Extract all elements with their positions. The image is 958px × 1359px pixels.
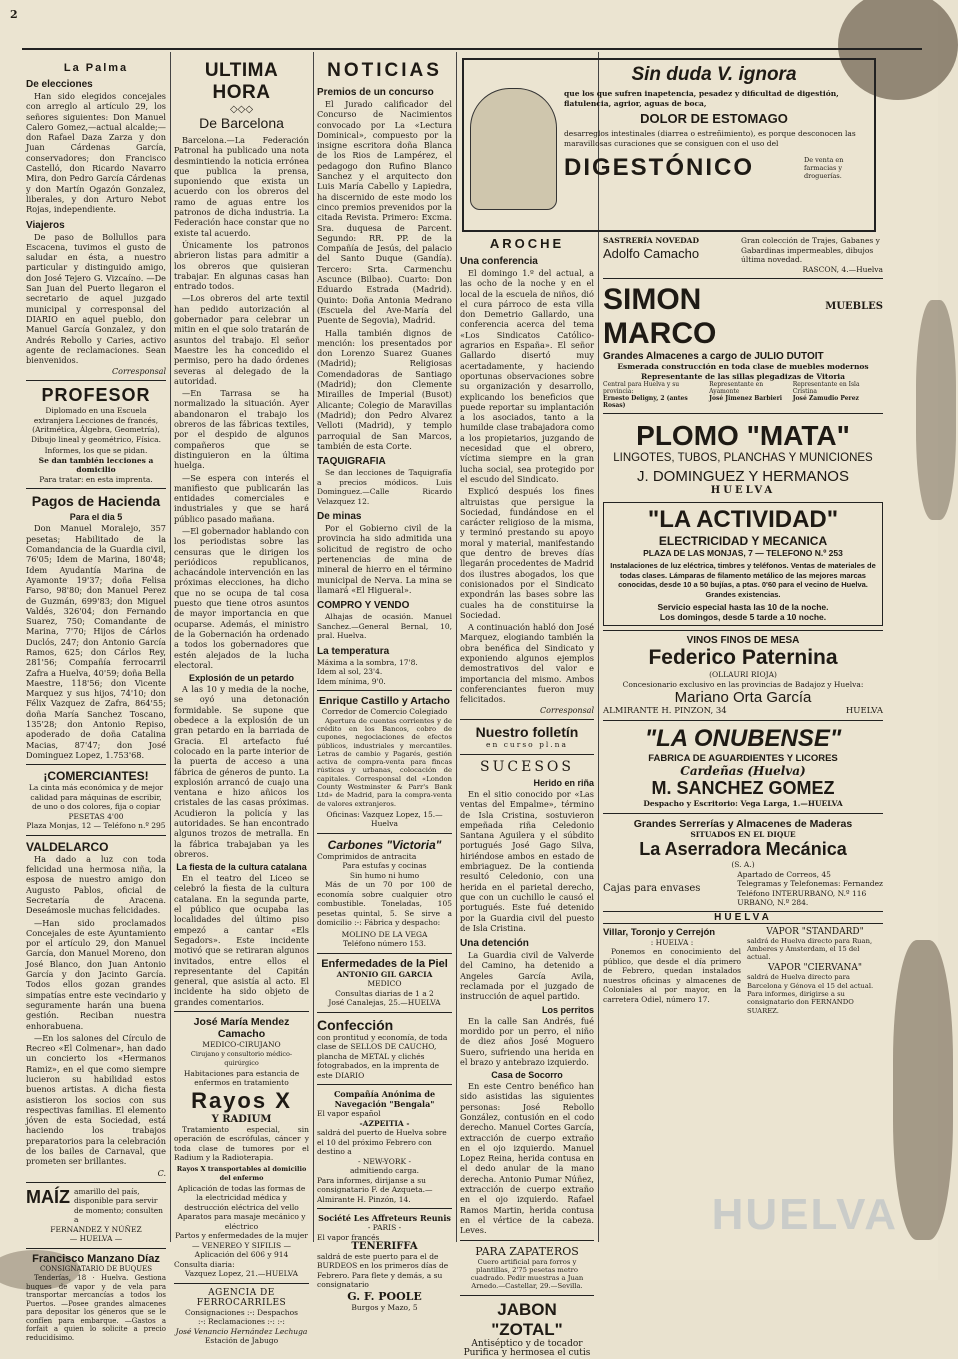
ad-text: Tenderías, 18 · Huelva. Gestiona buques de vapor y de vela para transportar mercancías a todos los Puertos. —Posee grandes almacenes para depositar los géneros que se le confíen para embarque. —Gastos a forfait a quien lo solicite a precio reducidísimo.: [26, 1274, 166, 1342]
ad-title: ¡COMERCIANTES!: [43, 769, 149, 784]
ad-text: Se dan también lecciones a domicilio: [38, 455, 154, 475]
ad-address: PLAZA DE LAS MONJAS, 7 — TELEFONO N.º 253: [643, 548, 843, 558]
ad-address: ALMIRANTE H. PINZON, 34: [603, 706, 727, 716]
ad-address: Oficinas: Vazquez Lopez, 15.—Huelva: [326, 809, 443, 829]
ad-text: Esmerada construcción en toda clase de muebles modernos: [617, 362, 869, 371]
ad-text: Antiséptico y de tocador: [471, 1338, 583, 1349]
ad-text: desarreglos intestinales (diarrea o estreñimiento), es porque desconocen las maravillosas curaciones que se consiguen con el uso del: [564, 129, 856, 148]
article-text: —En los salones del Círculo de Recreo «El Colmenar», han dado un concierto los «Hermanos Ramiz», en el que como siempre lucieron su habilidad estos buenos artistas. A dicha fiesta asistieron los socios con sus respectivas familias. El elemento jóven de esta Sociedad, está haciendo los trabajos preparatorios para la celebración de los bailes de Carnaval, que prometen ser brillantes.: [26, 1032, 166, 1167]
ad-place: Cardeñas (Huelva): [680, 764, 806, 778]
ad-title: Société Les Affreteurs Reunis: [318, 1213, 451, 1224]
top-rule: [22, 48, 922, 50]
ad-brand: La Aserradora Mecánica: [639, 839, 847, 859]
article-text: Halla también dignos de mención: los presentados por don Lorenzo Suarez Guanes (Madrid); Religiosas Comendadoras de Santiago (Madrid); don Clemente Mirailles de Imperial (Busot) Alicante; Colegio de Maravillas (Madrid); don Pedro Alvarez Velloti (Madrid), y templo parroquial de San Marcos, también de esta Corte.: [317, 327, 452, 451]
section-heading: COMPRO Y VENDO: [317, 600, 410, 612]
article-text: Se dan lecciones de Taquigrafía a precios módicos. Luis Dominguez.—Calle Ricardo Velazquez 12.: [317, 468, 452, 506]
column-2: [174, 52, 309, 1346]
article-text: —Se espera con interés el manifiesto que publicarán las entidades comerciales e industriales y que se hará público pasado mañana.: [174, 472, 309, 524]
article-text: Máxima a la sombra, 17'8.: [317, 657, 418, 667]
section-subheading: Para el dia 5: [69, 512, 123, 523]
ad-text: admitiendo carga.: [349, 1166, 420, 1176]
divider: [603, 278, 883, 279]
ad-subtitle: VINOS FINOS DE MESA: [686, 635, 800, 646]
ad-text: saldrá de Huelva directo para Barcelona y Génova el 15 del actual. Para informes, dirigirse a su consignatario don FERNANDO SUAREZ.: [747, 973, 874, 1015]
ad-title: Rayos X: [191, 1087, 292, 1113]
simon-row: [603, 283, 883, 351]
ad-subtitle: MUEBLES: [825, 301, 883, 312]
ad-text: que los que sufren inapetencia, pesadez y dificultad de digestión, flatulencia, agrior, aguas de boca,: [564, 89, 839, 108]
section-heading: La temperatura: [317, 645, 390, 657]
ad-address: Despacho y Escritorio: Vega Larga, 1.—HUELVA: [643, 799, 843, 808]
ad-title: José María Mendez Camacho: [193, 1016, 290, 1041]
ad-phone: Teléfono número 153.: [342, 939, 427, 949]
article-text: —Los obreros del arte textil han pedido autorización al gobernador para celebrar un mitin en el que solo tratarán de asuntos del trabajo. El señor Maestre les ha concedido el permiso, pero ha dado órdenes severas al delegado de la autoridad.: [174, 293, 309, 386]
ad-text: Consulta diaria:: [174, 1259, 235, 1269]
ad-subtitle: ELECTRICIDAD Y MECANICA: [658, 534, 828, 548]
vinos-address-row: [603, 706, 883, 716]
article-text: Únicamente los patronos abrieron listas para admitir a los obreros que quisieran trabajar. En algunas casas han entrado todos.: [174, 239, 309, 292]
section-heading: Premios de un concurso: [317, 87, 434, 98]
article-text: —Han sido proclamados Concejales de este Ayuntamiento por el artículo 29, don Manuel García, don Manuel Moreno, don José Blanco, don Juan Antonio García y don Jacinto García. Todos ellos gozan grandes simpatías entre este vecindario y seguramente harán una buena gestión. Reciban nuestra enhorabuena.: [26, 917, 166, 1031]
bottom-ads-row: [603, 927, 883, 1015]
ad-text: Aplicación de todas las formas de la electricidad médica y destrucción eléctrica del vello: [177, 1183, 306, 1212]
ad-subtitle: Grandes Almacenes a cargo de JULIO DUTOIT: [603, 351, 824, 362]
section-title: ULTIMA HORA: [204, 60, 279, 103]
sastreria-ad: [603, 236, 883, 274]
section-heading: De minas: [317, 511, 362, 523]
ad-text: La cinta más económica y de mejor calidad para máquinas de escribir, de uno o dos colores, fija o copiar: [28, 783, 164, 812]
ad-text: Rayos X transportables al domicilio del enfermo: [176, 1164, 307, 1183]
column-1: [26, 52, 166, 1344]
ad-subtitle: MEDICO: [367, 979, 402, 989]
divider: [317, 953, 452, 954]
ad-title: Grandes Serrerías y Almacenes de Maderas: [633, 817, 853, 830]
ad-city: HUELVA: [845, 706, 883, 716]
ad-title: Federico Paternina: [648, 646, 838, 669]
divider: [317, 690, 452, 691]
ad-title: Enfermedades de la Piel: [321, 957, 448, 970]
rep-name: José Zamudio Perez: [792, 395, 859, 402]
ad-agent: G. F. POOLE: [347, 1289, 422, 1303]
ad-subtitle: CONSIGNATARIO DE BUQUES: [39, 1264, 153, 1273]
ad-place: (OLLAURI RIOJA): [709, 670, 777, 679]
section-title: NOTICIAS: [327, 60, 442, 81]
divider: [317, 1084, 452, 1085]
ad-text: Partos y enfermedades de la mujer: [175, 1231, 308, 1241]
ad-text: :-: Reclamaciones :-: :-:: [198, 1317, 285, 1327]
column-divider: [313, 52, 314, 1242]
archive-watermark: HUELVA: [711, 1190, 898, 1239]
article-text: Han sido elegidos concejales con arreglo al artículo 29, los señores siguientes: Don Manuel Calero Gomez,—actual alcalde;—don Rafael Daza Zarza y don Juan Cárdenas García, conservadores; don Francisco Castelló, don Ricardo Navarro Mira, don Pedro García Cárdenas y don Martín Ogazón Gonzalez, liberales, y don Arturo Nebot Rojas, independiente.: [26, 91, 166, 215]
article-text: Explicó después los fines altruistas que persigue la Sociedad, fundándose en el carácter religioso de la misma, y terminó prestando su apoyo moral y material, manifestando que dentro de breves días llegarán procedentes de Madrid dos ilustres abogados, los que conisionados por el Sindicato expondrán las bases sobre las cuales ha de constituirse la Sociedad.: [460, 486, 594, 620]
section-banner: HUELVA: [603, 911, 883, 924]
article-text: La Guardia civil de Valverde del Camino, ha detenido a Angeles García Avila, reclamada por el juzgado de instrucción de aquel partido.: [460, 950, 594, 1002]
ad-firm: J. DOMINGUEZ Y HERMANOS: [637, 468, 849, 485]
rep-name: José Jimenez Barbieri: [709, 395, 783, 402]
digestonico-copy: [564, 64, 864, 182]
ad-text: El vapor francés: [317, 1232, 380, 1242]
ad-subtitle: SITUADOS EN EL DIQUE: [690, 829, 796, 839]
ad-text: saldrá de Huelva directo para Ruan, Amberes y Amsterdam, el 15 del actual.: [747, 936, 873, 962]
divider: [603, 813, 883, 814]
ad-text: Los domingos, desde 5 tarde a 10 noche.: [659, 612, 827, 622]
ad-title: VAPOR "STANDARD": [766, 926, 864, 937]
ad-address: RASCON, 4.—Huelva: [802, 264, 883, 274]
ad-title: PLOMO "MATA": [636, 420, 850, 451]
article-text: En el sitio conocido por «Las ventas del Empalme», término de Isla Cristina, sostuvieron empeñada riña Celedonio Santana Aguilera y el súbdito portugués José Gago Silva, hiriéndose ambos en estado de embriaguez. De la contienda resultó Celedonio, con una herida en el parietal derecho, que con un cuchillo le causó el portugués. Este fué detenido por la Guardia civil del puesto de Isla Cristina.: [460, 788, 594, 933]
ad-subtitle: Corredor de Comercio Colegiado: [321, 707, 448, 717]
ad-address: MOLINO DE LA VEGA: [341, 929, 428, 939]
article-text: Idem mínima, 9'0.: [317, 676, 386, 686]
ad-text: saldrá del puerto de Huelva sobre el 10 del próximo Febrero con destino a: [317, 1128, 447, 1157]
ad-price: PESETAS 4'00: [68, 811, 124, 821]
ad-title: AGENCIA DE FERROCARRILES: [196, 1287, 287, 1308]
rep-label: Representante en Ayamonte: [709, 381, 764, 395]
article-text: El domingo 1.º del actual, a las ocho de la noche y en el local de la escuela de niños, dió el cura párroco de esta villa don Demetrio Gallardo, una conferencia acerca del tema «Los Sindicatos Católico-agrarios en España». El señor Gallardo disertó muy acertadamente, y haciendo oportunas observaciones sobre su organización y desarrollo, explicando los beneficios que puede reportar su implantación a los asociados, tanto a la humilde clase trabajadora como a los propietarios, juzgando de necesidad que el obrero, víctima siempre en la gran lucha social, sea protegido por el escudo del Sindicato.: [460, 268, 594, 484]
ink-stain: [916, 300, 956, 520]
section-title: AROCHE: [489, 236, 565, 251]
article-text: Por el Gobierno civil de la provincia ha sido admitida una solicitud de registro de ocho pertenencias de mina de mineral de hierro en el término municipal de Nerva. La mina se llamará «El Higueral».: [317, 523, 452, 595]
article-text: Barcelona.—La Federación Patronal ha publicado una nota desmintiendo la noticia errónea que publica la prensa, suponiendo que exista un acuerdo con los obreros del ramo de aguas entre los patronos de dicha industria. La Federación hace constar que no existe tal acuerdo.: [174, 135, 309, 238]
article-text: —En Tarrasa se ha normalizado la situación. Ayer abandonaron el trabajo los obreros de las fábricas textiles, por el despido de algunos compañeros que se distinguieron en la última huelga.: [174, 388, 309, 471]
divider: [317, 833, 452, 834]
divider: [26, 1182, 166, 1183]
ad-destination: - NEW-YORK -: [357, 1156, 412, 1166]
divider: [26, 835, 166, 836]
section-heading: Viajeros: [26, 219, 65, 231]
article-text: De paso de Bollullos para Escacena, tuvimos el gusto de saludar en ésta, a nuestro particular y distinguido amigo, don José Tejero G. Vizcaíno. —De San Juan del Puerto llegaron el secretario de aquel juzgado municipal y corresponsal del DIARIO en aquel pueblo, don Manuel García Gonzalez, y don Andrés Rebollo y Caries, activo agente de reclamaciones. Sean bienvenidos.: [26, 231, 166, 366]
article-text: Don Manuel Moralejo, 357 pesetas; Habilitado de la Comandancia de la Guardia civil, 76'05; Idem de Marina, 180'48; Idem Ayudantía Marina de Ayamonte 19'37; doña Felisa Farso, 98'80; don Manuel Perez de Guzmán, 699'83; don Miguel Valdés, 326'04; don Fernando Suarez, 750; Comandante de Marina, 7'70; Hijos de Cárlos Duclós, 247; don Antonio García Ramos, 625; don Cárlos Rey, 281'56; Compañía ferrocarril Zafra a Huelva, 40'59; doña Bella Maestre, 118'56; don Vicente Marquez y sus hijos, 74'10; don Félix Vazquez de Zafra, 864'55; doña María Sanchez Toscano, 135'28; don Antonio Repiso, apoderado de doña Catalina Macias, 87'47; don José Dominguez Lopez, 1.753'68.: [26, 523, 166, 760]
ad-subtitle: LINGOTES, TUBOS, PLANCHAS Y MUNICIONES: [613, 452, 873, 464]
ad-text: Tratamiento especial, sin operación de escrófulas, cáncer y toda clase de tumores por el Radium y la Radioterapia.: [174, 1124, 309, 1163]
section-subtitle: en curso pl.na: [486, 740, 568, 750]
ad-text: Comprimidos de antracita: [317, 851, 417, 861]
ad-text: Más de un 70 por 100 de economía sobre cualquier otro combustible. Toneladas, 105 pesetas quintal, 5. Se sirve a domicilio :-: Fábrica y despacho:: [317, 880, 452, 928]
ad-text: Cuero artificial para forros y plantillas, 2'75 pesetas metro cuadrado. Pedir muestras a Juan Arnedo.—Castellar, 29.—Sevilla.: [470, 1257, 584, 1291]
article-text: El Jurado calificador del Concurso de Nacimientos convocado por La «Lectura Dominical», compuesto por la insigne escritora doña Blanca de los Rios de Lampérez, el pedagogo don Rufino Blanco Sanchez y el arquitecto don Luis María Cabello y Lapiedra, ha discernido de este modo los cinco premios prevenidos por la citada Revista. Primero: Excma. Sra. duquesa de Parcent. Segundo: RR. PP. de la Compañía de Jesús, del palacio del Santo Duque (Gandía). Tercero: Srta. Carmenchu Ascunce (Bilbao). Cuarto: Don Eduardo Estrada (Madrid). Quinto: Doña Antonia Medrano (Escuela del Ave-María del Puente de Segovia), Madrid.: [317, 99, 452, 326]
rep-name: Ernesto Deligny, 2 (antes Rosas): [603, 395, 688, 409]
article-text: Ha dado a luz con toda felicidad una hermosa niña, la esposa de nuestro amigo don Augusto Pablos, oficial de Secretaría de Aracena. Deseámosle muchas felicidades.: [26, 853, 166, 916]
ad-ship: -AZPEITIA -: [359, 1118, 410, 1128]
ad-text: Gran colección de Trajes, Gabanes y Gabardinas impermeables, dibujos última novedad.: [741, 236, 880, 264]
ad-title: Francisco Manzano Díaz: [32, 1252, 160, 1265]
divider: [26, 1248, 166, 1249]
ad-title: Villar, Toronjo y Cerrejón: [603, 926, 716, 938]
ad-text: Ponemos en conocimiento del público, que desde el día primero de Febrero, quedan instalados nuestros oficinas y almacenes de Coloniales al por mayor, en la carretera Odiel, número 17.: [603, 947, 741, 1004]
ad-title: PROFESOR: [41, 385, 151, 406]
section-subheading: La fiesta de la cultura catalana: [176, 862, 307, 873]
ad-subtitle: SASTRERÍA NOVEDAD: [603, 236, 699, 245]
ad-text: — VENEREO Y SIFILIS —: [191, 1240, 292, 1250]
ad-agent: Mariano Orta García: [674, 689, 812, 706]
ad-text: Cajas para envases: [603, 883, 701, 894]
ad-text: Telegramas y Telefonemas: Fernandez: [737, 879, 883, 888]
ad-subtitle: FABRICA DE AGUARDIENTES Y LICORES: [648, 753, 838, 764]
byline: Corresponsal: [112, 367, 166, 377]
ad-address: Estación de Jabugo: [204, 1336, 279, 1346]
article-text: A las 10 y media de la noche, se oyó una detonación formidable. Se supone que obedece a la explosión de un gran petardo en la barriada de Gracia. El artefacto fué colocado en la parte interior de la puerta de acceso a una fábrica de géneros de punto. La explosión arrancó de cuajo una ventana e hizo añicos los cristales de las casas próximas. Acudieron la policía y las autoridades. Se han encontrado algunos trozos de metralla. En la fábrica trabajaban ya les obreros.: [174, 684, 309, 859]
section-title: VALDELARCO: [26, 839, 109, 854]
ad-text: Consignaciones :-: Despachos: [185, 1307, 298, 1317]
ad-text: De venta en farmacias y droguerías.: [804, 156, 844, 180]
divider: [317, 1208, 452, 1209]
column-5: [603, 236, 883, 1015]
ad-title: Compañía Anónima de Navegación "Bengala": [333, 1089, 436, 1110]
ad-phone: URBANO, N.º 284.: [737, 898, 809, 907]
column-divider: [456, 52, 457, 1242]
divider: [603, 413, 883, 414]
section-title: La Palma: [63, 62, 129, 74]
section-heading: Una detención: [460, 938, 529, 950]
column-3: [317, 52, 452, 1312]
divider: [26, 488, 166, 489]
ad-address: Plaza Monjas, 12 — Teléfono n.º 295: [26, 821, 166, 831]
ad-text: Aplicación del 606 y 914: [194, 1250, 289, 1260]
ad-text: Cirujano y consultorio médico-quirúrgico: [190, 1049, 293, 1068]
divider: [460, 754, 594, 755]
ad-city: HUELVA: [710, 485, 776, 496]
ad-title: SIMON MARCO: [603, 283, 717, 350]
ad-title: PARA ZAPATEROS: [475, 1244, 579, 1258]
ad-city: — HUELVA —: [69, 1234, 123, 1244]
figure-illustration: [470, 88, 557, 210]
section-subheading: De Barcelona: [199, 115, 284, 131]
ad-name: José Venancio Hernández Lechuga: [175, 1326, 308, 1336]
ad-text: Consultas diarias de 1 a 2: [335, 988, 434, 998]
maiz-ad: [26, 1187, 166, 1225]
ad-text: Diplomado en una Escuela extranjera Lecciones de francés, (Aritmética, Álgebra, Geometría), Dibujo lineal y geométrico, Física.: [31, 406, 161, 444]
article-text: En la calle San Andrés, fué mordido por un perro, el niño de diez años José Moguero Suero, sufriendo una herida en el brazo y antebrazo izquierdo.: [460, 1015, 594, 1067]
ad-text: Habitaciones para estancia de enfermos en tratamiento: [183, 1068, 300, 1088]
ad-headline: Sin duda V. ignora: [631, 64, 797, 85]
section-heading: De elecciones: [26, 79, 93, 90]
section-title: SUCESOS: [480, 758, 574, 775]
ad-name: ANTONIO GIL GARCIA: [336, 969, 433, 979]
ad-title: Confección: [317, 1016, 394, 1033]
ad-text: Representante de las sillas plegadizas de Vitoria: [641, 371, 845, 381]
ad-text: (S. A.): [731, 860, 755, 869]
ad-firm: FERNANDEZ Y NÚÑEZ: [50, 1224, 142, 1234]
rep-label: Central para Huelva y su provincia:: [603, 381, 680, 395]
ad-text: Aparatos para masaje mecánico y eléctrico: [177, 1212, 306, 1231]
ad-text: Servicio especial hasta las 10 de la noche.: [657, 602, 829, 612]
section-heading: TAQUIGRAFIA: [317, 456, 386, 468]
ad-headline: DOLOR DE ESTOMAGO: [640, 111, 788, 126]
ad-phone: Teléfono INTERURBANO, N.º 116: [737, 888, 867, 898]
ad-text: Para estufas y cocinas: [342, 861, 427, 871]
divider: [174, 1011, 309, 1012]
ad-address: Burgos y Mazo, 5: [351, 1302, 418, 1312]
section-subheading: Explosión de un petardo: [188, 673, 294, 684]
ad-text: Apartado de Correos, 45: [737, 869, 831, 879]
section-heading: Una conferencia: [460, 256, 538, 267]
ad-text: Para informes, dirijanse a su consignatario F. de Azqueta.—Almirante H. Pinzón, 14.: [317, 1175, 433, 1204]
ad-address: Vazquez Lopez, 21.—HUELVA: [184, 1269, 299, 1279]
article-text: A continuación habló don José Marquez, elogiando también la obra benéfica del Sindicato y exponiendo algunos ejemplos demostrativos del valor e importancia del mismo. Ambos conferenciantes fueron muy felicitados.: [460, 622, 594, 705]
ad-text: Sin humo ni humo: [349, 870, 420, 880]
section-subheading: Los perritos: [541, 1004, 594, 1015]
divider: [26, 380, 166, 381]
divider: [317, 1012, 452, 1013]
ink-stain: [893, 940, 953, 1240]
ad-title: VAPOR "CIERVANA": [768, 963, 862, 974]
ad-text: amarillo del país, disponible para servir de momento; consulten a: [74, 1186, 163, 1225]
article-text: En el teatro del Liceo se celebró la fiesta de la cultura catalana. En la segunda parte, el público que ocupaba las localidades del último piso empezó a cantar «Els Segadors». Este incidente motivó que se retiraran algunos invitados, entre ellos el representante del Capitán general, que asistía al acto. El incidente ha sido objeto de grandes comentarios.: [174, 873, 309, 1007]
brand-row: [564, 154, 864, 182]
ad-text: Apertura de cuentas corrientes y de crédito en los Bancos, cobro de cupones, negociaciones de efectos públicos, industriales y mercantiles. Letras de cambio y Pagarés, gestión activa de compra-venta para fincas rústicas y urbanas, colocación de capitales. Corresponsal del «London County Westminster & Parr's Bank Ltd» de Madrid, para la compra-venta de valores extranjeros.: [317, 716, 452, 808]
ad-text: Informes, los que se pidan.: [44, 446, 148, 456]
representatives-row: [603, 381, 883, 409]
byline: C.: [157, 1168, 166, 1178]
section-subheading: Casa de Socorro: [491, 1070, 563, 1081]
ad-firm: M. SANCHEZ GOMEZ: [651, 778, 835, 798]
column-4: [460, 236, 594, 1359]
ad-title: JABON "ZOTAL": [491, 1299, 563, 1339]
actividad-ad: [603, 502, 883, 626]
divider: [603, 630, 883, 631]
article-text: —El gobernador hablando con los periodistas sobre las censuras que le dirigen los periódicos republicanos, achacándole intervención en las próximas elecciones, ha dicho que no se ocupa de tal cosa puesto que tiene otros asuntos de mayor importancia en que ocuparse. Además, el ministro de la Gobernación ha ordenado a todos los gobernadores que estén alejados de la lucha electoral.: [174, 525, 309, 670]
brand-name: DIGESTÓNICO: [564, 154, 755, 181]
column-divider: [170, 52, 171, 1242]
ad-text: Para tratar: en esta imprenta.: [39, 474, 153, 484]
section-title: Pagos de Hacienda: [31, 493, 161, 510]
ad-title: Carbones "Victoria": [327, 837, 442, 852]
divider: [460, 1295, 594, 1296]
ad-title: Adolfo Camacho: [603, 245, 700, 261]
ad-title: "LA ACTIVIDAD": [647, 506, 839, 533]
page-number: 2: [10, 8, 18, 21]
divider: [460, 1240, 594, 1241]
divider: [26, 764, 166, 765]
ad-title: "LA ONUBENSE": [644, 725, 842, 752]
rep-label: Representante en Isla Cristina: [792, 381, 860, 395]
ad-title: Enrique Castillo y Artacho: [319, 695, 450, 708]
section-subheading: Herido en riña: [533, 777, 594, 788]
ad-city: : HUELVA :: [650, 937, 694, 947]
article-text: En este Centro benéfico han sido asistidas las siguientes personas: José Rebollo González, contusión en el codo derecho. Manuel Cortes García, extracción de cuerpo extraño en el ojo izquierdo. Manuel Lopez Reina, herida contusa en el dedo anular de la mano derecha. Antonio Pumar Núñez, extracción de cuerpo extraño en el ojo izquierdo. Rafael Ramos Martin, herida contusa en el vértice de la cabeza. Leves.: [460, 1081, 594, 1236]
ad-subtitle: Y RADIUM: [211, 1113, 272, 1125]
byline: Corresponsal: [540, 706, 594, 716]
ad-ship: TENERIFFA: [351, 1241, 418, 1253]
ad-text: Instalaciones de luz eléctrica, timbres y teléfonos. Ventas de materiales de todas clases. Lámparas de filamento metálico de las mejores marcas conocidas, desde 10 a 50 bujías, a ptas. 0'60 para el vecino de Huelva. Grandes existencias.: [610, 561, 876, 599]
digestonico-ad: [462, 58, 876, 232]
divider: [460, 719, 594, 720]
ad-subtitle: MEDICO-CIRUJANO: [202, 1040, 281, 1050]
article-text: Alhajas de ocasión. Manuel Sanchez.—General Bernal, 10, pral. Huelva.: [317, 612, 452, 641]
article-text: Idem al sol, 23'4.: [317, 667, 383, 677]
ad-title: MAÍZ: [26, 1186, 70, 1207]
ad-text: Purifica y hermosea el cutis: [463, 1348, 591, 1359]
ad-city: - PARIS -: [367, 1223, 402, 1233]
divider: [174, 1283, 309, 1284]
divider: [603, 720, 883, 721]
section-title: Nuestro folletín: [475, 724, 579, 741]
ad-text: El vapor español: [317, 1109, 381, 1119]
ad-address: José Canalejas, 25.—HUELVA: [328, 998, 441, 1008]
serrerias-contacts: [603, 870, 883, 908]
ad-text: saldrá de este puerto para el de BURDEOS en los primeros días de Febrero. Para flete y demás, a su consignatario: [317, 1251, 449, 1290]
ad-text: con prontitud y economía, de toda clase de SELLOS DE CAUCHO, plancha de METAL y clichés fotograbados, en la imprenta de este DIARIO: [317, 1032, 448, 1080]
ornament: ◇◇◇: [229, 104, 254, 115]
ad-text: Concesionario exclusivo en las provincias de Badajoz y Huelva:: [622, 679, 864, 689]
